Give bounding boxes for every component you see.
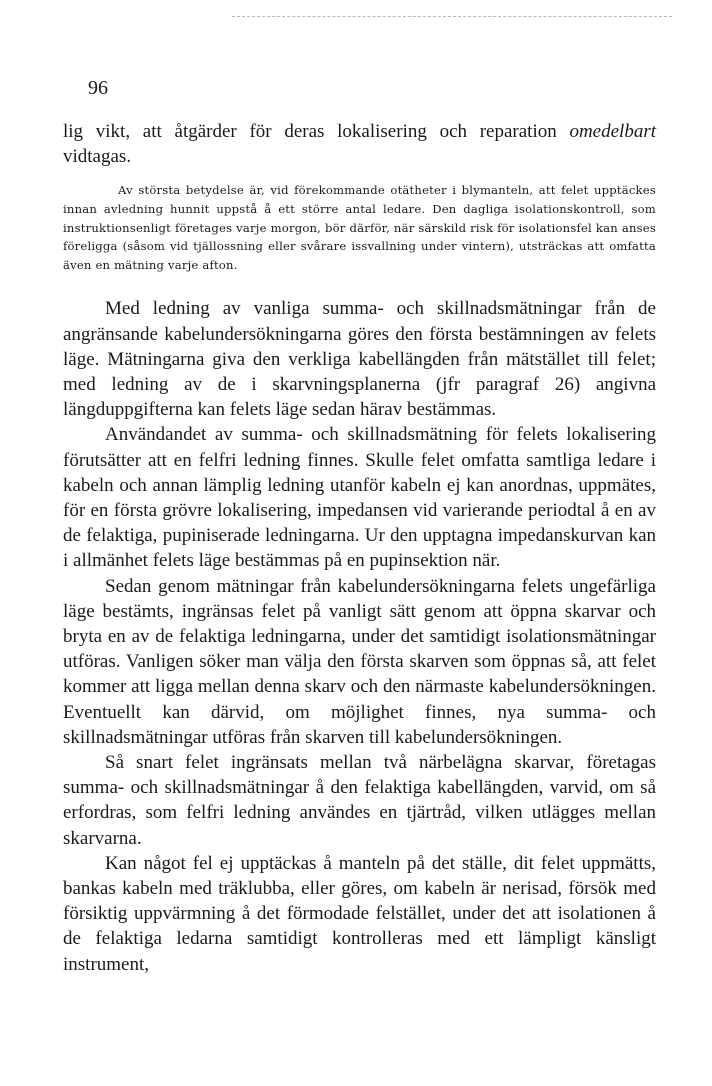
paragraph: Kan något fel ej upptäckas å manteln på det ställe, dit felet uppmätts, bankas kabeln med träklubba, eller göres, om kabeln är nerisad, försök med försiktig uppvärmning å det förmodade felstället, under det att isolationen å de felaktiga ledarna samtidigt kontrolleras med ett lämpligt känsligt instrument, <box>63 852 656 975</box>
small-print-note: Av största betydelse är, vid förekommande otätheter i blymanteln, att felet upptäckes innan avledning hunnit uppstå å ett större antal ledare. Den dagliga isolationskontroll, som instruktionsenligt företages varje morgon, bör därför, när särskild risk för isolationsfel kan anses föreligga (såsom vid tjällossning eller svårare issvallning under vintern), utsträckas att omfatta även en mätning varje afton. <box>63 183 656 272</box>
body-text <box>63 296 656 976</box>
continued-paragraph <box>63 119 656 169</box>
page-number: 96 <box>88 77 108 99</box>
paragraph: Användandet av summa- och skillnadsmätning för felets lokalisering förutsätter att en felfri ledning finnes. Skulle felet omfatta samtliga ledare i kabeln och annan lämplig ledning utanför kabeln ej kan anordnas, uppmätes, för en första grövre lokalisering, impedansen vid varierande periodtal å en av de felaktiga, pupiniserade ledningarna. Ur den upptagna impedanskurvan kan i allmänhet felets läge bestämmas på en pupinsektion när. <box>63 424 656 572</box>
page-content <box>63 119 656 977</box>
emphasized-word: omedelbart <box>569 121 656 142</box>
paragraph: Så snart felet ingränsats mellan två närbelägna skarvar, företagas summa- och skillnadsmätningar å den felaktiga kabellängden, varvid, om så erfordras, som felfri ledning användes en tjärtråd, vilken utlägges mellan skarvarna. <box>63 752 656 849</box>
scan-top-rule <box>232 16 672 17</box>
paragraph: Sedan genom mätningar från kabelundersökningarna felets ungefärliga läge bestämts, ingränsas felet på vanligt sätt genom att öppna skarvar och bryta en av de felaktiga ledningarna, under det samtidigt isolationsmätningar utföras. Vanligen söker man välja den första skarven som öppnas så, att felet kommer att ligga mellan denna skarv och den närmaste kabelundersökningen. Eventuellt kan därvid, om möjlighet finnes, nya summa- och skillnadsmätningar utföras från skarven till kabelundersökningen. <box>63 575 656 748</box>
continued-text-end: vidtagas. <box>63 146 132 168</box>
paragraph: Med ledning av vanliga summa- och skillnadsmätningar från de angränsande kabelundersökningarna göres den första bestämningen av felets läge. Mätningarna giva den verkliga kabellängden från mätstället till felet; med ledning av de i skarvningsplanerna (jfr paragraf 26) angivna längduppgifterna kan felets läge sedan härav bestämmas. <box>63 298 656 421</box>
continued-text: lig vikt, att åtgärder för deras lokalisering och reparation <box>63 121 570 142</box>
